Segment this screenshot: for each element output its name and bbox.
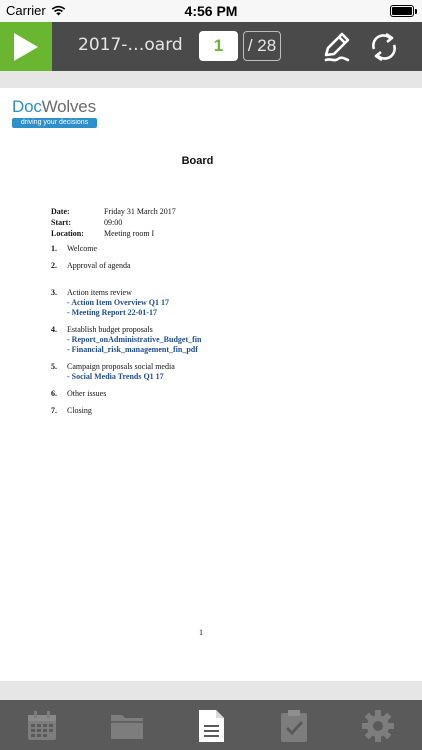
- agenda-item-title: Other issues: [67, 389, 107, 398]
- tab-documents[interactable]: [194, 709, 228, 743]
- meeting-meta: [51, 206, 176, 239]
- agenda-item-title: Campaign proposals social media: [67, 362, 175, 371]
- agenda-item: 3. Action items review - Action Item Overview Q1 17 - Meeting Report 22-01-17: [51, 288, 169, 317]
- logo-doc-text: Doc: [12, 97, 42, 116]
- logo-wolves-text: Wolves: [41, 97, 96, 116]
- document-heading: Board: [181, 155, 214, 167]
- agenda-item-title: Welcome: [67, 244, 98, 253]
- agenda-item-title: Action items review: [67, 288, 132, 297]
- attachment-link[interactable]: - Action Item Overview Q1 17: [67, 298, 169, 307]
- agenda-item: 5. Campaign proposals social media - Social Media Trends Q1 17: [51, 362, 175, 381]
- annotate-button[interactable]: [318, 29, 354, 65]
- docwolves-logo: [12, 97, 97, 128]
- play-button[interactable]: [0, 22, 52, 71]
- agenda-item: 6. Other issues: [51, 389, 107, 398]
- tab-tasks[interactable]: [277, 709, 311, 743]
- logo-tagline: driving your decisions: [12, 118, 97, 128]
- status-time: 4:56 PM: [184, 3, 238, 19]
- tab-calendar[interactable]: [25, 709, 59, 743]
- attachment-link[interactable]: - Social Media Trends Q1 17: [67, 372, 164, 381]
- document-icon: [196, 709, 226, 743]
- top-toolbar: [0, 22, 422, 71]
- clipboard-check-icon: [279, 709, 309, 743]
- calendar-icon: [26, 710, 58, 742]
- agenda-item: 2. Approval of agenda: [51, 261, 131, 270]
- meta-date: Date: Friday 31 March 2017: [51, 207, 176, 216]
- tab-settings[interactable]: [361, 709, 395, 743]
- sync-button[interactable]: [366, 29, 402, 65]
- agenda-item: 1. Welcome: [51, 244, 98, 253]
- document-title[interactable]: 2017-…oard: [78, 35, 183, 55]
- meta-location: Location: Meeting room I: [51, 229, 155, 238]
- agenda-item: 7. Closing: [51, 406, 92, 415]
- agenda-item-title: Approval of agenda: [67, 261, 131, 270]
- current-page-field[interactable]: 1: [199, 31, 238, 61]
- carrier-label: Carrier: [6, 3, 46, 18]
- pen-icon: [318, 29, 354, 65]
- attachment-link[interactable]: - Meeting Report 22-01-17: [67, 308, 157, 317]
- agenda-item-title: Closing: [67, 406, 92, 415]
- battery-icon: [390, 5, 414, 17]
- tab-folders[interactable]: [110, 709, 144, 743]
- attachment-link[interactable]: - Report_onAdministrative_Budget_fin: [67, 335, 202, 344]
- attachment-link[interactable]: - Financial_risk_management_fin_pdf: [67, 345, 198, 354]
- refresh-icon: [366, 29, 402, 65]
- gear-icon: [361, 709, 395, 743]
- page-number: 1: [199, 628, 203, 637]
- play-icon: [11, 31, 41, 63]
- meta-start: Start: 09:00: [51, 218, 123, 227]
- document-page[interactable]: [0, 88, 422, 681]
- agenda-item: 4. Establish budget proposals - Report_onAdministrative_Budget_fin - Financial_risk_management_fin_pdf: [51, 325, 202, 354]
- agenda-item-title: Establish budget proposals: [67, 325, 153, 334]
- bottom-tab-bar: [0, 700, 422, 750]
- document-viewer[interactable]: [0, 71, 422, 700]
- folder-icon: [110, 711, 144, 741]
- status-bar: [0, 0, 422, 22]
- agenda-list: [51, 244, 381, 416]
- total-pages-label: / 28: [243, 31, 281, 61]
